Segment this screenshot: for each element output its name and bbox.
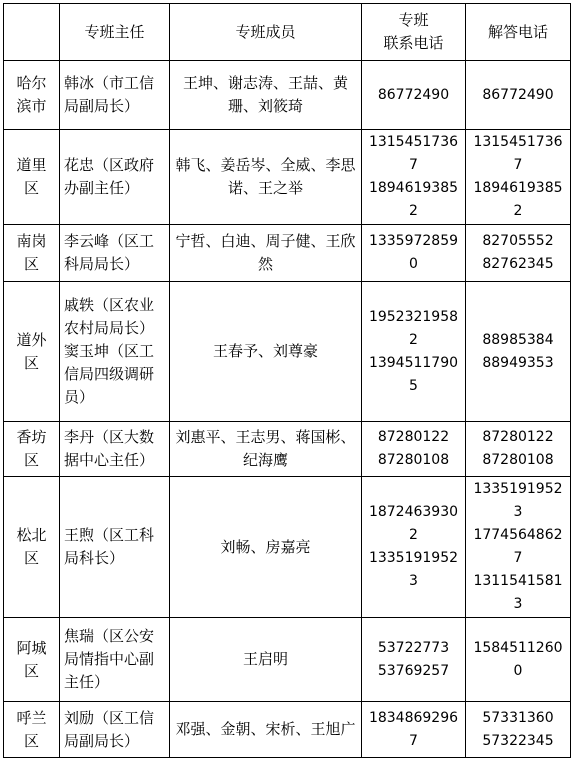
district-cell: 阿城 区 xyxy=(4,618,60,702)
table-row xyxy=(4,225,571,282)
table-row xyxy=(4,477,571,618)
header-corner xyxy=(4,4,60,61)
district-cell: 哈尔 滨市 xyxy=(4,61,60,130)
district-cell: 道外 区 xyxy=(4,282,60,422)
contact-phone-cell: 19523219582 13945117905 xyxy=(362,282,466,422)
answer-phone-cell: 88985384 88949353 xyxy=(466,282,571,422)
director-cell: 焦瑞（区公安局情指中心副主任） xyxy=(60,618,170,702)
members-cell: 邓强、金朝、宋析、王旭广 xyxy=(170,702,362,758)
answer-phone-cell: 57331360 57322345 xyxy=(466,702,571,758)
header-members: 专班成员 xyxy=(170,4,362,61)
contact-phone-cell: 18348692967 xyxy=(362,702,466,758)
members-cell: 刘畅、房嘉亮 xyxy=(170,477,362,618)
answer-phone-cell: 87280122 87280108 xyxy=(466,422,571,477)
table-row xyxy=(4,61,571,130)
table-row xyxy=(4,618,571,702)
district-cell: 松北 区 xyxy=(4,477,60,618)
members-cell: 宁哲、白迪、周子健、王欣然 xyxy=(170,225,362,282)
members-cell: 韩飞、姜岳岑、全威、李思诺、王之举 xyxy=(170,130,362,225)
contact-phone-cell: 13154517367 18946193852 xyxy=(362,130,466,225)
members-cell: 王坤、谢志涛、王喆、黄珊、刘筱琦 xyxy=(170,61,362,130)
director-cell: 刘励（区工信局副局长） xyxy=(60,702,170,758)
director-cell: 戚轶（区农业农村局局长） 窦玉坤（区工信局四级调研员） xyxy=(60,282,170,422)
contact-phone-cell: 13359728590 xyxy=(362,225,466,282)
members-cell: 王春予、刘尊豪 xyxy=(170,282,362,422)
header-row xyxy=(4,4,571,61)
director-cell: 李丹（区大数据中心主任） xyxy=(60,422,170,477)
table-row xyxy=(4,702,571,758)
director-cell: 韩冰（市工信局副局长） xyxy=(60,61,170,130)
contact-phone-cell: 53722773 53769257 xyxy=(362,618,466,702)
answer-phone-cell: 13154517367 18946193852 xyxy=(466,130,571,225)
answer-phone-cell: 82705552 82762345 xyxy=(466,225,571,282)
district-cell: 呼兰 区 xyxy=(4,702,60,758)
answer-phone-cell: 86772490 xyxy=(466,61,571,130)
director-cell: 李云峰（区工科局局长） xyxy=(60,225,170,282)
contact-table xyxy=(3,3,571,758)
district-cell: 南岗 区 xyxy=(4,225,60,282)
contact-phone-cell: 18724639302 13351919523 xyxy=(362,477,466,618)
table-row xyxy=(4,130,571,225)
director-cell: 王煦（区工科局科长） xyxy=(60,477,170,618)
members-cell: 刘惠平、王志男、蒋国彬、纪海鹰 xyxy=(170,422,362,477)
header-contact-phone: 专班 联系电话 xyxy=(362,4,466,61)
answer-phone-cell: 13351919523 17745648627 13115415813 xyxy=(466,477,571,618)
table-row xyxy=(4,422,571,477)
header-answer-phone: 解答电话 xyxy=(466,4,571,61)
district-cell: 道里 区 xyxy=(4,130,60,225)
members-cell: 王启明 xyxy=(170,618,362,702)
district-cell: 香坊 区 xyxy=(4,422,60,477)
table-row xyxy=(4,282,571,422)
header-director: 专班主任 xyxy=(60,4,170,61)
answer-phone-cell: 15845112600 xyxy=(466,618,571,702)
contact-phone-cell: 86772490 xyxy=(362,61,466,130)
director-cell: 花忠（区政府办副主任） xyxy=(60,130,170,225)
contact-phone-cell: 87280122 87280108 xyxy=(362,422,466,477)
